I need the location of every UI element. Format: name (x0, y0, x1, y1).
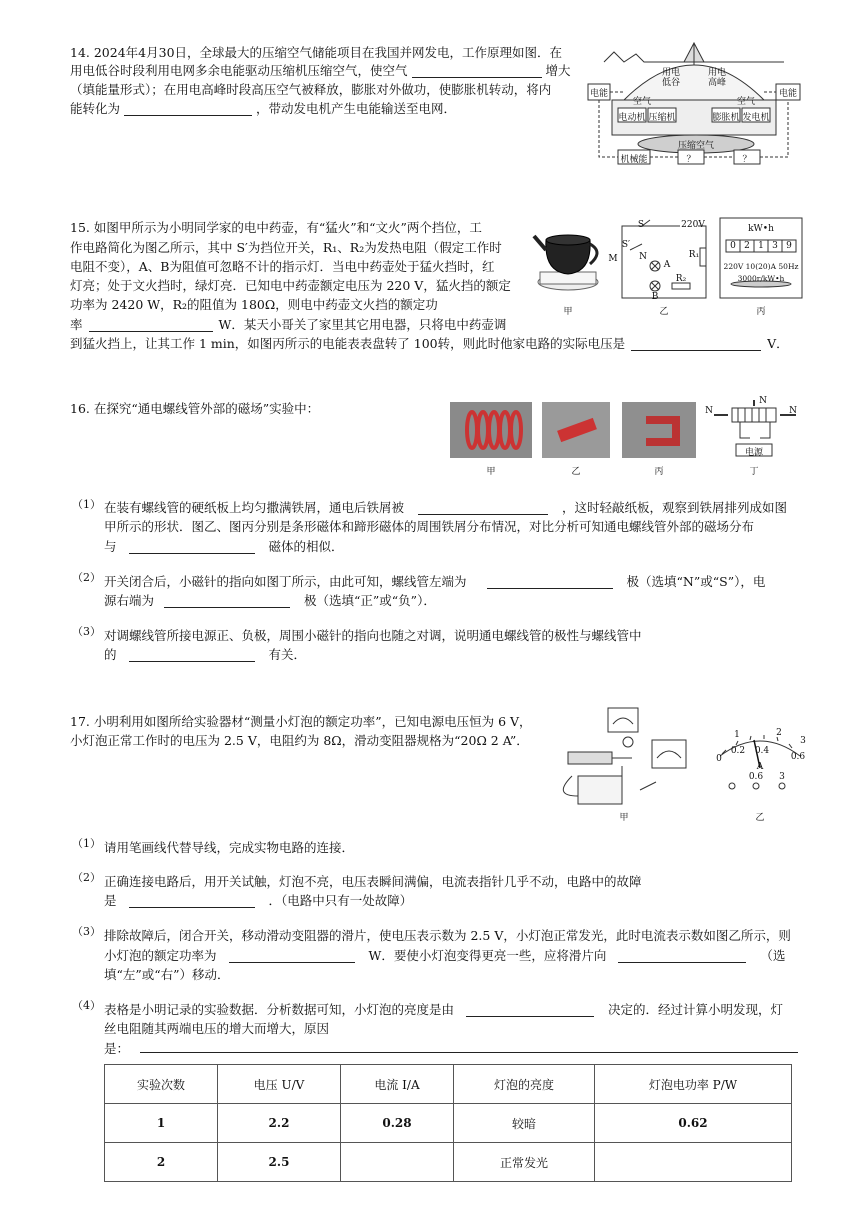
q17-line-1: 17. 小明利用如图所给实验器材“测量小灯泡的额定功率”，已知电源电压恒为 6 V， (70, 714, 532, 729)
q14-line-3: （填能量形式）；在用电高峰时段高压空气被释放，膨胀对外做功，使膨胀机转动，将内 (70, 82, 552, 97)
q15-fig-r1: R₁ (688, 250, 700, 260)
q15-line-5: 功率为 2420 W，R₂的阻值为 180Ω，则电中药壶文火挡的额定功 (70, 297, 438, 312)
q16-s3-l2-tail: 有关． (268, 647, 307, 662)
q16-fig-label-yi: 乙 (571, 467, 581, 477)
q17-s2-l2-tail: ．（电路中只有一处故障） (268, 893, 413, 908)
q16-fig-n-top: N (759, 396, 767, 406)
q14-fig-air-left: 空气 (632, 97, 651, 107)
q15-fig-kwh: kW•h (748, 224, 774, 234)
q17-fig-label-yi: 乙 (755, 813, 765, 823)
q16-s2-blank-2[interactable] (164, 593, 290, 608)
q17-fig-tick-1: 1 (734, 730, 740, 740)
table-cell[interactable] (341, 1143, 454, 1182)
q17-s4-blank-1[interactable] (466, 1002, 594, 1017)
q16-title: 16. 在探究“通电螺线管外部的磁场”实验中： (70, 401, 320, 416)
q14-fig-generator: 发电机 (742, 113, 770, 123)
q16-fig-n-left: N (705, 406, 713, 416)
q16-fig-label-bing: 丙 (654, 467, 664, 477)
table-cell: 0.62 (595, 1104, 792, 1143)
q16-s1-blank-2[interactable] (129, 539, 255, 554)
table-header: 灯泡电功率 P/W (595, 1065, 792, 1104)
q17-s2-line-2 (104, 892, 412, 910)
q17-s3-line-2 (104, 947, 785, 965)
q15-fig-label-jia: 甲 (563, 307, 573, 317)
q15-fig-digit: 9 (786, 241, 792, 251)
q15-fig-lamp-b: B (651, 292, 659, 302)
q16-s3-number: （3） (72, 625, 101, 638)
table-cell[interactable] (595, 1143, 792, 1182)
q16-fig-label-jia: 甲 (486, 467, 496, 477)
q14-line-2-tail: 增大 (545, 63, 571, 78)
q17-s4-line-2: 丝电阻随其两端电压的增大而增大，原因 (104, 1021, 330, 1036)
q16-s1-blank-1[interactable] (418, 500, 548, 515)
table-header-row (105, 1065, 792, 1104)
q17-figures (552, 706, 812, 824)
q15-fig-label-yi: 乙 (659, 307, 669, 317)
q17-s3-blank-2[interactable] (618, 948, 746, 963)
q17-fig-tick-0: 0 (716, 754, 722, 764)
q15-fig-voltage: 220V (681, 220, 705, 230)
q16-s1-number: （1） (72, 498, 101, 511)
q14-fig-compressor: 压缩机 (648, 113, 676, 123)
q15-blank-2[interactable] (631, 336, 761, 351)
q15-fig-label-bing: 丙 (756, 307, 766, 317)
q16-s2-line-1 (104, 573, 765, 591)
q17-fig-terminal-3: 3 (779, 772, 785, 782)
q17-s3-l2-tail: （选 (760, 948, 786, 963)
q17-s3-number: （3） (72, 925, 101, 938)
q15-line-2: 作电路简化为图乙所示，其中 S′为挡位开关，R₁、R₂为发热电阻（假定工作时 (70, 240, 502, 255)
q16-s3-blank[interactable] (129, 647, 255, 662)
table-header: 实验次数 (105, 1065, 218, 1104)
q15-fig-digit: 0 (730, 241, 736, 251)
table-header: 电压 U/V (218, 1065, 341, 1104)
q15-fig-switch-s: S (637, 220, 645, 230)
q17-s1-line-1: 请用笔画线代替导线，完成实物电路的连接． (104, 840, 355, 855)
q17-s2-l2-text: 是 (104, 893, 117, 908)
q15-line-6-tail: W．某天小哥关了家里其它用电器，只将电中药壶调 (218, 317, 507, 332)
table-header: 电流 I/A (341, 1065, 454, 1104)
q14-fig-grid-left: 电能 (589, 89, 608, 99)
q14-line-2-text: 用电低谷时段利用电网多余电能驱动压缩机压缩空气，使空气 (70, 63, 408, 78)
q14-fig-unknown-2: ？ (742, 155, 752, 165)
q17-s3-blank-1[interactable] (229, 948, 355, 963)
q15-fig-lamp-a: A (663, 260, 671, 270)
q16-s1-line-3 (104, 538, 344, 556)
q15-fig-m: M (608, 254, 618, 264)
q14-fig-low: 用电 低谷 (661, 68, 680, 88)
q14-fig-high: 用电 高峰 (707, 68, 726, 88)
q14-fig-air-right: 空气 (736, 97, 755, 107)
q16-figures (450, 398, 805, 478)
q17-s4-answer-line[interactable] (140, 1052, 798, 1053)
q14-line-4 (70, 100, 456, 118)
q14-line-4-text: 能转化为 (70, 101, 121, 116)
q16-s2-number: （2） (72, 571, 101, 584)
q14-blank-1[interactable] (412, 63, 542, 78)
q17-s2-blank[interactable] (129, 893, 255, 908)
q16-s1-l3-tail: 磁体的相似． (268, 539, 344, 554)
q17-fig-label-jia: 甲 (619, 813, 629, 823)
q16-s3-l2-text: 的 (104, 647, 117, 662)
q17-s4-line-1 (104, 1001, 783, 1019)
q17-fig-terminal-06: 0.6 (748, 772, 764, 782)
q14-fig-mechanical: 机械能 (620, 155, 648, 165)
q17-s3-l2-text: 小灯泡的额定功率为 (104, 948, 217, 963)
q15-fig-digit: 3 (772, 241, 778, 251)
q17-s4-l1-tail: 决定的．经过计算小明发现，灯 (608, 1002, 784, 1017)
q16-s2-line-2 (104, 592, 436, 610)
q15-line-6-text: 率 (70, 317, 83, 332)
table-row (105, 1104, 792, 1143)
q17-fig-unit-a: A (756, 762, 764, 772)
q16-s2-l2-tail: 极（选填“正”或“负”）． (304, 593, 436, 608)
q14-fig-grid-right: 电能 (778, 89, 797, 99)
q15-fig-n: N (639, 252, 647, 262)
q15-line-7 (70, 335, 789, 353)
q17-s3-l2-mid: W．要使小灯泡变得更亮一些，应将滑片向 (368, 948, 607, 963)
q15-line-4: 灯亮；处于文火挡时，绿灯亮．已知电中药壶额定电压为 220 V，猛火挡的额定 (70, 278, 511, 293)
q17-s1-number: （1） (72, 837, 101, 850)
table-cell: 0.28 (341, 1104, 454, 1143)
q16-s1-text: 在装有螺线管的硬纸板上均匀撒满铁屑，通电后铁屑被 (104, 500, 405, 515)
q15-line-1: 15. 如图甲所示为小明同学家的电中药壶，有“猛火”和“文火”两个挡位，工 (70, 220, 482, 235)
table-cell: 较暗 (454, 1104, 595, 1143)
q16-s3-line-2 (104, 646, 306, 664)
q17-data-table (104, 1064, 792, 1182)
q14-storage-diagram (584, 40, 804, 180)
q14-blank-2[interactable] (124, 101, 252, 116)
q14-fig-motor: 电动机 (618, 113, 646, 123)
q15-fig-switch-sp: S′ (621, 240, 631, 250)
q16-fig-power: 电源 (744, 448, 763, 458)
q16-s3-line-1: 对调螺线管所接电源正、负极，周围小磁针的指向也随之对调，说明通电螺线管的极性与螺线管中 (104, 628, 642, 643)
table-cell: 2.5 (218, 1143, 341, 1182)
table-cell: 正常发光 (454, 1143, 595, 1182)
q17-s4-l1-text: 表格是小明记录的实验数据．分析数据可知，小灯泡的亮度是由 (104, 1002, 455, 1017)
q17-line-2: 小灯泡正常工作时的电压为 2.5 V，电阻约为 8Ω，滑动变阻器规格为“20Ω 2 A”． (70, 733, 529, 748)
q16-s2-blank-1[interactable] (487, 574, 613, 589)
q14-line-2 (70, 62, 571, 80)
table-cell: 2 (105, 1143, 218, 1182)
q17-s4-line-3 (104, 1040, 129, 1058)
q17-fig-tick-3: 3 (800, 736, 806, 746)
q15-figures (530, 210, 810, 320)
table-row (105, 1143, 792, 1182)
q15-blank-1[interactable] (89, 317, 213, 332)
q16-s1-l3-text: 与 (104, 539, 117, 554)
q16-s1-line-1 (104, 499, 787, 517)
q15-line-6 (70, 316, 506, 334)
table-header: 灯泡的亮度 (454, 1065, 595, 1104)
q14-fig-compressed-air: 压缩空气 (677, 141, 714, 151)
q14-line-4-tail: ，带动发电机产生电能输送至电网． (256, 101, 457, 116)
q16-s1-tail: ，这时轻敲纸板，观察到铁屑排列成如图 (562, 500, 788, 515)
q17-fig-tick-06: 0.6 (790, 752, 806, 762)
q15-line-3: 电阻不变），A、B为阻值可忽略不计的指示灯．当电中药壶处于猛火挡时，红 (70, 259, 495, 274)
q14-line-1: 14. 2024年4月30日，全球最大的压缩空气储能项目在我国并网发电，工作原理如图．在 (70, 45, 563, 60)
q17-fig-tick-04: 0.4 (754, 746, 770, 756)
q17-fig-tick-02: 0.2 (730, 746, 746, 756)
q17-s4-l3-text: 是： (104, 1041, 130, 1056)
q15-fig-r2: R₂ (675, 274, 687, 284)
q17-s2-number: （2） (72, 871, 101, 884)
q17-s3-line-3: 填“左”或“右”）移动． (104, 967, 230, 982)
q15-fig-meter-spec-2: 3000r/kW•h (737, 274, 785, 283)
q15-fig-meter-spec-1: 220V 10(20)A 50Hz (723, 262, 799, 271)
q16-fig-n-right: N (789, 406, 797, 416)
q14-fig-unknown-1: ？ (686, 155, 696, 165)
table-cell: 1 (105, 1104, 218, 1143)
q17-s3-line-1: 排除故障后，闭合开关，移动滑动变阻器的滑片，使电压表示数为 2.5 V，小灯泡正常发光，此时电流表示数如图乙所示，则 (104, 928, 791, 943)
q14-fig-expander: 膨胀机 (712, 113, 740, 123)
q16-fig-label-ding: 丁 (749, 467, 759, 477)
q15-fig-digit: 1 (758, 241, 764, 251)
q17-s2-line-1: 正确连接电路后，用开关试触，灯泡不亮，电压表瞬间满偏，电流表指针几乎不动，电路中的故障 (104, 874, 642, 889)
q17-s4-number: （4） (72, 999, 101, 1012)
q16-s2-text: 开关闭合后，小磁针的指向如图丁所示，由此可知，螺线管左端为 (104, 574, 467, 589)
q15-fig-digit: 2 (744, 241, 750, 251)
q15-line-7-tail: V． (767, 336, 789, 351)
q16-s1-line-2: 甲所示的形状．图乙、图丙分别是条形磁体和蹄形磁体的周围铁屑分布情况，对比分析可知通电螺线管外部的磁场分布 (104, 519, 755, 534)
q16-s2-l2-text: 源右端为 (104, 593, 155, 608)
q16-s2-tail: 极（选填“N”或“S”），电 (626, 574, 766, 589)
q15-line-7-text: 到猛火挡上，让其工作 1 min，如图丙所示的电能表表盘转了 100转，则此时他家电路的实际电压是 (70, 336, 626, 351)
table-cell: 2.2 (218, 1104, 341, 1143)
q17-fig-tick-2: 2 (776, 728, 782, 738)
